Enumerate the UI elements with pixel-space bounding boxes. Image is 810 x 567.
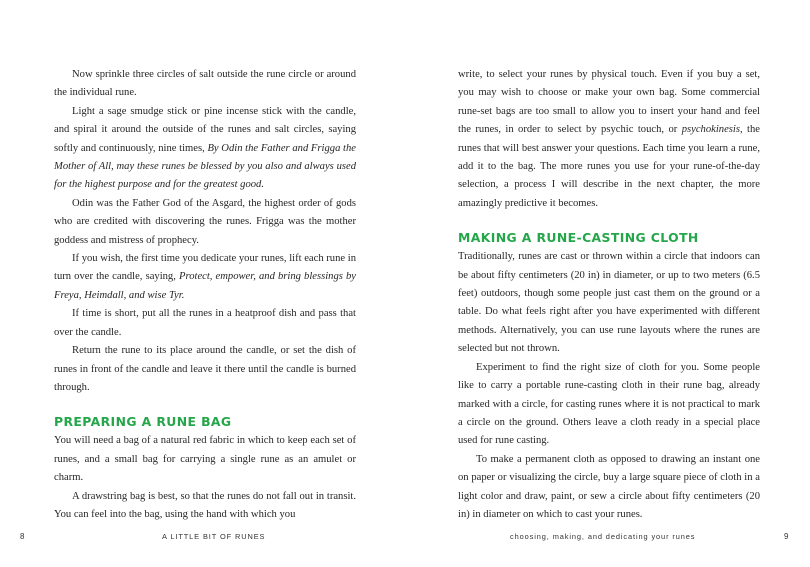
running-head-left: A LITTLE BIT OF RUNES (162, 532, 266, 541)
section-heading: MAKING A RUNE-CASTING CLOTH (458, 230, 699, 246)
right-page (458, 66, 760, 524)
paragraph: If you wish, the first time you dedicate your runes, lift each rune in turn over the candle, saying, Protect, empower, and bring blessings by Freya, Heimdall, and wise Tyr. (54, 253, 357, 301)
paragraph: Experiment to find the right size of cloth for you. Some people like to carry a portable rune-casting cloth in their rune bag, already marked with a circle, for casting runes where it is not practical to mark a circle on the ground. Others leave a cloth ready in a special place used for rune casting. (458, 361, 760, 447)
page-number-right: 9 (784, 532, 789, 541)
paragraph: Odin was the Father God of the Asgard, the highest order of gods who are credited with discovering the runes. Frigga was the mother goddess and mistress of prophecy. (54, 197, 356, 246)
paragraph: Return the rune to its place around the candle, or set the dish of runes in front of the candle and leave it there until the candle is burned through. (54, 345, 356, 393)
section-heading: PREPARING A RUNE BAG (54, 414, 232, 430)
left-page (54, 66, 356, 524)
paragraph: write, to select your runes by physical touch. Even if you buy a set, you may wish to choose or make your own bag. Some commercial rune-set bags are too small to allow you to insert your hand and feel the runes, in order to select by psychic touch, or psychokinesis, the runes that will best answer your questions. Each time you learn a rune, add it to the bag. The more runes you use for your rune-of-the-day selection, a process I will describe in the next chapter, the more amazingly predictive it becomes. (458, 69, 760, 209)
page-number-left: 8 (20, 532, 25, 541)
paragraph: If time is short, put all the runes in a heatproof dish and pass that over the candle. (54, 308, 356, 338)
paragraph: Now sprinkle three circles of salt outside the rune circle or around the individual rune. (54, 69, 356, 99)
paragraph: To make a permanent cloth as opposed to drawing an instant one on paper or visualizing the circle, buy a large square piece of cloth in a light color and draw, paint, or sew a circle about fifty centimeters (20 in) in diameter on which to cast your runes. (458, 453, 760, 520)
running-head-right: choosing, making, and dedicating your runes (510, 532, 696, 541)
paragraph: Light a sage smudge stick or pine incense stick with the candle, and spiral it around the outside of the runes and salt circles, saying softly and continuously, nine times, By Odin the Father and Frigga the Mother of All, may these runes be blessed by you also and always used for the highest purpose and for the greatest good. (54, 105, 356, 191)
paragraph: You will need a bag of a natural red fabric in which to keep each set of runes, and a small bag for carrying a single rune as an amulet or charm. (54, 435, 356, 484)
paragraph: Traditionally, runes are cast or thrown within a circle that indoors can be about fifty centimeters (20 in) in diameter, or up to two meters (6.5 feet) outdoors, though some people just cast them on the ground or a table. Do what feels right after you have experimented with different methods. Alternatively, you can use rune layouts where the runes are selected but not thrown. (458, 251, 760, 355)
paragraph: A drawstring bag is best, so that the runes do not fall out in transit. You can feel into the bag, using the hand with which you (54, 490, 356, 520)
